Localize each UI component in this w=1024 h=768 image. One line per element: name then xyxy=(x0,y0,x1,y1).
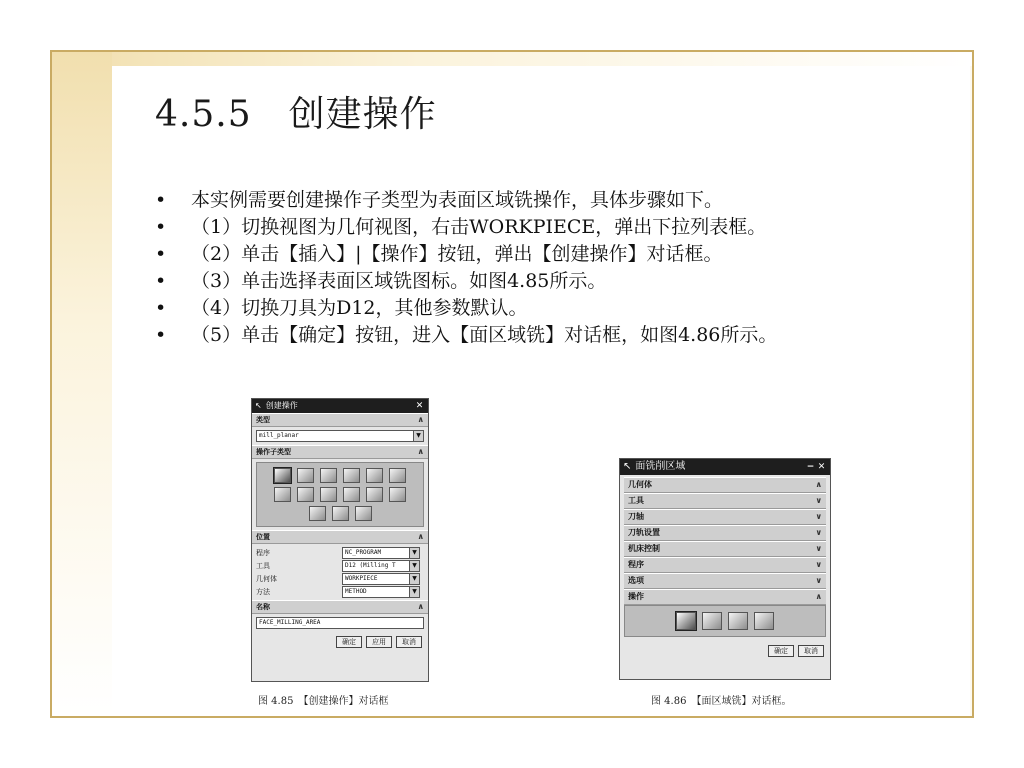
bullet-dot-icon: • xyxy=(155,324,167,346)
type-select[interactable] xyxy=(256,430,424,442)
bullet-text: （3）单击选择表面区域铣图标。如图4.85所示。 xyxy=(191,270,607,292)
bullet-dot-icon: • xyxy=(155,297,167,319)
dropdown-arrow-icon[interactable]: ▼ xyxy=(413,431,423,441)
section-label: 位置 xyxy=(256,533,270,541)
section-label: 操作 xyxy=(628,592,644,601)
dialog-button-bar xyxy=(624,637,826,659)
slide-content-area xyxy=(112,66,970,716)
mill-user-icon[interactable] xyxy=(355,506,372,521)
tool-select[interactable] xyxy=(342,560,420,572)
chevron-up-icon: ∧ xyxy=(815,480,822,489)
section-label: 几何体 xyxy=(628,480,652,489)
bullet-item xyxy=(155,214,945,241)
dialog-button-bar xyxy=(252,632,428,652)
method-select[interactable] xyxy=(342,586,420,598)
dialog-titlebar[interactable] xyxy=(252,399,428,413)
path-settings-section-header[interactable] xyxy=(624,525,826,541)
bullet-dot-icon: • xyxy=(155,243,167,265)
figure-caption-4-86: 图 4.86 【面区域铣】对话框。 xyxy=(651,696,792,707)
section-label: 机床控制 xyxy=(628,544,660,553)
cleanup-corners-icon[interactable] xyxy=(320,487,337,502)
section-label: 程序 xyxy=(628,560,644,569)
verify-icon[interactable] xyxy=(728,612,748,630)
geometry-section-header[interactable] xyxy=(624,477,826,493)
planar-profile-icon[interactable] xyxy=(366,468,383,483)
bullet-list xyxy=(155,187,945,349)
geometry-select[interactable] xyxy=(342,573,420,585)
section-label: 操作子类型 xyxy=(256,448,291,456)
dialog-menu-icon[interactable]: ↖ xyxy=(623,461,632,472)
rough-zig-icon[interactable] xyxy=(297,487,314,502)
chevron-down-icon: ∨ xyxy=(815,576,822,585)
chevron-down-icon: ∨ xyxy=(815,544,822,553)
close-icon[interactable]: ✕ xyxy=(817,461,826,472)
dropdown-arrow-icon[interactable]: ▼ xyxy=(409,561,419,571)
name-section-header[interactable] xyxy=(252,600,428,614)
actions-section-header[interactable] xyxy=(624,589,826,605)
bullet-text: 本实例需要创建操作子类型为表面区域铣操作，具体步骤如下。 xyxy=(191,189,724,211)
bullet-item xyxy=(155,241,945,268)
apply-button[interactable]: 应用 xyxy=(366,636,392,648)
bullet-item xyxy=(155,268,945,295)
geometry-value: WORKPIECE xyxy=(345,574,378,582)
method-label: 方法 xyxy=(256,587,270,596)
dialog-title: 面铣削区域 xyxy=(635,461,686,472)
section-label: 类型 xyxy=(256,416,270,424)
mill-control-icon[interactable] xyxy=(332,506,349,521)
bullet-dot-icon: • xyxy=(155,189,167,211)
list-icon[interactable] xyxy=(754,612,774,630)
dialog-title: 创建操作 xyxy=(265,401,298,410)
chevron-down-icon: ∨ xyxy=(815,512,822,521)
chevron-up-icon: ∧ xyxy=(417,532,424,541)
tool-axis-section-header[interactable] xyxy=(624,509,826,525)
slide-title: 4.5.5 创建操作 xyxy=(155,94,437,135)
actions-toolbar xyxy=(624,605,826,637)
decorative-left-band xyxy=(52,52,112,716)
operation-name-input[interactable]: FACE_MILLING_AREA xyxy=(256,617,424,629)
program-select[interactable] xyxy=(342,547,420,559)
bullet-item xyxy=(155,187,945,214)
generate-icon[interactable] xyxy=(676,612,696,630)
chevron-down-icon: ∨ xyxy=(815,496,822,505)
chevron-down-icon: ∨ xyxy=(815,560,822,569)
dropdown-arrow-icon[interactable]: ▼ xyxy=(409,574,419,584)
dropdown-arrow-icon[interactable]: ▼ xyxy=(409,587,419,597)
tool-section-header[interactable] xyxy=(624,493,826,509)
method-value: METHOD xyxy=(345,587,367,595)
type-section-header[interactable] xyxy=(252,413,428,427)
chevron-up-icon: ∧ xyxy=(417,602,424,611)
face-milling-area-icon[interactable] xyxy=(274,468,291,483)
figure-caption-4-85: 图 4.85 【创建操作】对话框 xyxy=(258,696,389,707)
cancel-button[interactable]: 取消 xyxy=(798,645,824,657)
face-milling-manual-icon[interactable] xyxy=(320,468,337,483)
bullet-item xyxy=(155,322,945,349)
machine-control-section-header[interactable] xyxy=(624,541,826,557)
ok-button[interactable]: 确定 xyxy=(336,636,362,648)
options-section-header[interactable] xyxy=(624,573,826,589)
planar-mill-icon[interactable] xyxy=(343,468,360,483)
section-label: 选项 xyxy=(628,576,644,585)
planar-text-icon[interactable] xyxy=(309,506,326,521)
operation-subtype-grid xyxy=(256,462,424,527)
location-section-header[interactable] xyxy=(252,530,428,544)
program-label: 程序 xyxy=(256,548,270,557)
bullet-text: （1）切换视图为几何视图，右击WORKPIECE，弹出下拉列表框。 xyxy=(191,216,767,238)
finish-walls-icon[interactable] xyxy=(343,487,360,502)
chevron-down-icon: ∨ xyxy=(815,528,822,537)
bullet-text: （4）切换刀具为D12，其他参数默认。 xyxy=(191,297,528,319)
ok-button[interactable]: 确定 xyxy=(768,645,794,657)
program-section-header[interactable] xyxy=(624,557,826,573)
bullet-text: （5）单击【确定】按钮，进入【面区域铣】对话框，如图4.86所示。 xyxy=(191,324,778,346)
create-operation-dialog xyxy=(251,398,429,682)
chevron-up-icon: ∧ xyxy=(417,447,424,456)
face-milling-area-dialog xyxy=(619,458,831,680)
section-label: 工具 xyxy=(628,496,644,505)
rough-zigzag-icon[interactable] xyxy=(274,487,291,502)
dialog-titlebar[interactable] xyxy=(620,459,830,475)
decorative-top-band xyxy=(52,52,972,66)
close-icon[interactable]: ✕ xyxy=(415,400,424,411)
rough-follow-icon[interactable] xyxy=(389,468,406,483)
program-value: NC_PROGRAM xyxy=(345,548,382,556)
bullet-dot-icon: • xyxy=(155,216,167,238)
bullet-text: （2）单击【插入】|【操作】按钮，弹出【创建操作】对话框。 xyxy=(191,243,723,265)
replay-icon[interactable] xyxy=(702,612,722,630)
face-milling-icon[interactable] xyxy=(297,468,314,483)
type-select-value: mill_planar xyxy=(259,432,299,439)
section-label: 刀轨设置 xyxy=(628,528,660,537)
dropdown-arrow-icon[interactable]: ▼ xyxy=(409,548,419,558)
section-label: 名称 xyxy=(256,603,270,611)
chevron-up-icon: ∧ xyxy=(815,592,822,601)
finish-floor-icon[interactable] xyxy=(366,487,383,502)
section-label: 刀轴 xyxy=(628,512,644,521)
subtype-section-header[interactable] xyxy=(252,445,428,459)
bullet-dot-icon: • xyxy=(155,270,167,292)
thread-milling-icon[interactable] xyxy=(389,487,406,502)
tool-value: D12 (Milling T xyxy=(345,561,396,569)
geometry-label: 几何体 xyxy=(256,574,277,583)
bullet-item xyxy=(155,295,945,322)
chevron-up-icon: ∧ xyxy=(417,415,424,424)
cancel-button[interactable]: 取消 xyxy=(396,636,422,648)
dialog-menu-icon[interactable]: ↖ xyxy=(255,401,262,410)
minimize-icon[interactable]: − xyxy=(806,461,815,472)
tool-label: 工具 xyxy=(256,561,270,570)
